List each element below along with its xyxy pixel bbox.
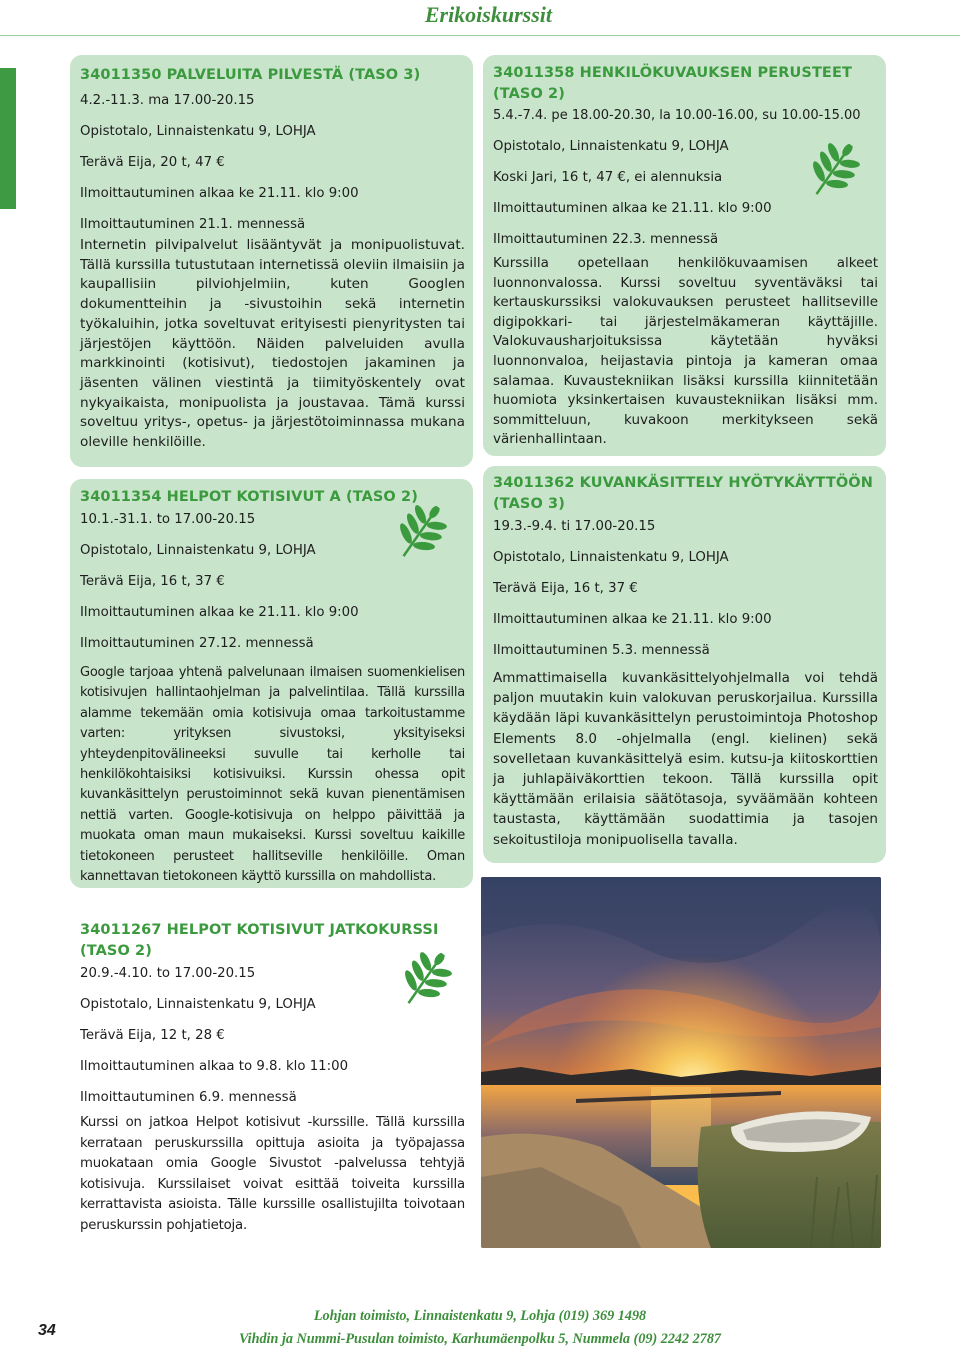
footer-address-vihti: Vihdin ja Nummi-Pusulan toimisto, Karhumäenpolku 5, Nummela (09) 2242 2787 bbox=[238, 1331, 722, 1347]
course-dates: 20.9.-4.10. to 17.00-20.15 bbox=[80, 966, 256, 981]
page-number: 34 bbox=[38, 1322, 56, 1339]
course-location: Opistotalo, Linnaistenkatu 9, LOHJA bbox=[493, 139, 729, 154]
course-description: Kurssilla opetellaan henkilökuvaamisen alkeet luonnonvalossa. Kurssi soveltuu syventäväksi tai kertauskurssiksi valokuvauksen perusteet hallitseville digipokkari- tai järjestelmäkameran käyttäjille. Valokuvausharjoituksissa käytetään hyväksi luonnonvaloa, heijastavia pintoja ja kameran omaa salamaa. Kuvaustekniikan lisäksi kurssilla kiinnitetään huomiota yksinkertaisen kuvaustekniikan lisäksi mm. sommitteluun, kuvakoon merkitykseen sekä värienhallintaan. bbox=[493, 255, 878, 448]
course-location: Opistotalo, Linnaistenkatu 9, LOHJA bbox=[80, 124, 316, 139]
course-description: Internetin pilvipalvelut lisääntyvät ja monipuolistuvat. Tällä kurssilla tutustutaan internetissä oleviin ilmaisiin ja kaupallisiin pilviohjelmiin, kuten Googlen dokumentteihin ja -sivustoihin sekä internetin työkaluihin, jotka soveltuvat erityisesti pienyritysten tai järjestöjen käyttöön. Näiden palveluiden avulla markkinointi (kotisivut), tiedostojen jakaminen ja jäsenten välinen viestintä ja tiimityöskentely ovat nykyaikaista, monipuolista ja joustavaa. Tämä kurssi soveltuu yritys-, opetus- ja järjestötoiminnassa mukana oleville henkilöille. bbox=[80, 237, 465, 451]
side-tab bbox=[0, 68, 16, 209]
course-dates: 19.3.-9.4. ti 17.00-20.15 bbox=[493, 519, 656, 534]
course-teacher: Terävä Eija, 20 t, 47 € bbox=[80, 155, 225, 170]
course-title: 34011358 HENKILÖKUVAUKSEN PERUSTEET (TASO 2) bbox=[493, 65, 852, 102]
course-description: Kurssi on jatkoa Helpot kotisivut -kurssille. Tällä kurssilla kerrataan peruskurssilla opittuja asioita ja työpajassa muokataan omia Google Sivustot -palvelussa tehtyjä kotisivuja. Kurssilaiset voivat esittää toiveita kurssilla kerrattavista asioista. Tälle kurssille osallistujilta toivotaan peruskurssin pohjatietoja. bbox=[80, 1115, 465, 1233]
course-registration-deadline: Ilmoittautuminen 22.3. mennessä bbox=[493, 232, 719, 247]
course-box-helpot-kotisivut-a bbox=[70, 479, 473, 888]
course-location: Opistotalo, Linnaistenkatu 9, LOHJA bbox=[493, 550, 729, 565]
course-dates: 4.2.-11.3. ma 17.00-20.15 bbox=[80, 93, 255, 108]
course-location: Opistotalo, Linnaistenkatu 9, LOHJA bbox=[80, 543, 316, 558]
course-registration-deadline: Ilmoittautuminen 5.3. mennessä bbox=[493, 643, 710, 658]
course-title: 34011267 HELPOT KOTISIVUT JATKOKURSSI (TASO 2) bbox=[80, 922, 439, 959]
course-teacher: Koski Jari, 16 t, 47 €, ei alennuksia bbox=[493, 170, 723, 185]
course-title: 34011350 PALVELUITA PILVESTÄ (TASO 3) bbox=[80, 67, 421, 83]
course-registration-deadline: Ilmoittautuminen 21.1. mennessä bbox=[80, 217, 306, 232]
course-box-henkilokuvaus bbox=[483, 55, 886, 456]
course-registration-start: Ilmoittautuminen alkaa ke 21.11. klo 9:00 bbox=[493, 612, 772, 627]
course-registration-start: Ilmoittautuminen alkaa ke 21.11. klo 9:00 bbox=[80, 186, 359, 201]
course-description: Google tarjoaa yhtenä palvelunaan ilmaisen suomenkielisen kotisivujen hallintaohjelman ja palvelintilaa. Tällä kurssilla alamme tekemään omia kotisivuja omaa tarkoitustamme varten: yrityksen sivustoksi, yksityiseksi yhteydenpitovälineeksi suvulle tai kerholle tai henkilökohtaisiksi kotisivuiksi. Kurssin ohessa opit kuvankäsittelyn perustoiminnot sekä kuvan pienentämisen nettiä varten. Google-kotisivuja on helppo päivittää ja muokata oman maun mukaiseksi. Kurssi soveltuu kaikille tietokoneen perusteet hallitseville henkilöille. Oman kannettavan tietokoneen käyttö kurssilla on mahdollista. bbox=[80, 665, 465, 885]
course-box-helpot-kotisivut-jatko bbox=[70, 916, 473, 1246]
course-title: 34011362 KUVANKÄSITTELY HYÖTYKÄYTTÖÖN (TASO 3) bbox=[493, 475, 873, 512]
course-registration-deadline: Ilmoittautuminen 27.12. mennessä bbox=[80, 636, 314, 651]
header-rule bbox=[0, 35, 960, 36]
course-box-kuvankasittely bbox=[483, 466, 886, 863]
sunset-lake-illustration bbox=[481, 877, 881, 1248]
course-dates: 10.1.-31.1. to 17.00-20.15 bbox=[80, 512, 256, 527]
course-description: Ammattimaisella kuvankäsittelyohjelmalla voi tehdä paljon muutakin kuin valokuvan peruskorjailua. Kurssilla käydään läpi kuvankäsittelyn perustoimintoja Photoshop Elements 8.0 -ohjelmalla (engl. kielinen) sekä sovelletaan kuvankäsittelyä esim. kutsu-ja kiitoskorttien ja juhlapäiväkorttien tekoon. Tällä kurssilla opit käyttämään erilaisia säätötasoja, syväämään kohteen taustasta, käyttämään suodattimia ja tasojen sekoitustiloja monipuolisella tavalla. bbox=[493, 670, 878, 848]
course-location: Opistotalo, Linnaistenkatu 9, LOHJA bbox=[80, 997, 316, 1012]
course-registration-start: Ilmoittautuminen alkaa ke 21.11. klo 9:00 bbox=[80, 605, 359, 620]
course-registration-start: Ilmoittautuminen alkaa to 9.8. klo 11:00 bbox=[80, 1059, 349, 1074]
course-dates: 5.4.-7.4. pe 18.00-20.30, la 10.00-16.00, su 10.00-15.00 bbox=[493, 108, 861, 123]
course-registration-start: Ilmoittautuminen alkaa ke 21.11. klo 9:00 bbox=[493, 201, 772, 216]
page-header-title: Erikoiskurssit bbox=[424, 2, 552, 27]
course-box-palveluita-pilvesta bbox=[70, 55, 473, 467]
sunset-lake-photo bbox=[481, 877, 881, 1248]
course-teacher: Terävä Eija, 16 t, 37 € bbox=[80, 574, 225, 589]
footer-address-lohja: Lohjan toimisto, Linnaistenkatu 9, Lohja (019) 369 1498 bbox=[313, 1308, 647, 1324]
course-title: 34011354 HELPOT KOTISIVUT A (TASO 2) bbox=[80, 489, 418, 505]
course-teacher: Terävä Eija, 12 t, 28 € bbox=[80, 1028, 225, 1043]
course-registration-deadline: Ilmoittautuminen 6.9. mennessä bbox=[80, 1090, 297, 1105]
course-teacher: Terävä Eija, 16 t, 37 € bbox=[493, 581, 638, 596]
